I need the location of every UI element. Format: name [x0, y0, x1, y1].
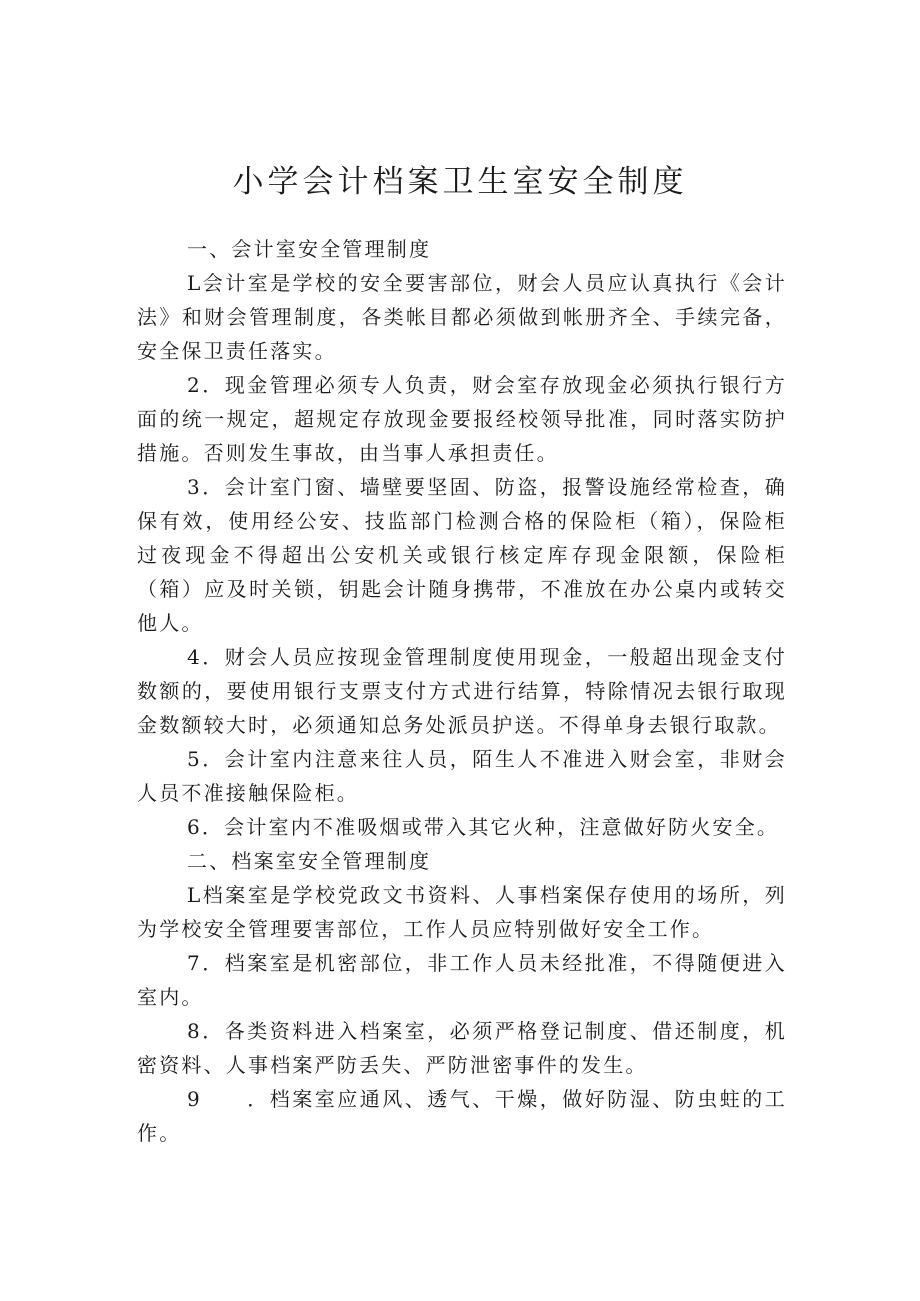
paragraph: 9 ．档案室应通风、透气、干燥，做好防湿、防虫蛀的工作。 — [137, 1087, 787, 1145]
paragraph: L档案室是学校党政文书资料、人事档案保存使用的场所，列为学校安全管理要害部位，工作人员应特别做好安全工作。 — [137, 883, 787, 941]
paragraph: 8．各类资料进入档案室，必须严格登记制度、借还制度，机密资料、人事档案严防丢失、严防泄密事件的发生。 — [137, 1019, 787, 1077]
paragraph: L会计室是学校的安全要害部位，财会人员应认真执行《会计法》和财会管理制度，各类帐目都必须做到帐册齐全、手续完备，安全保卫责任落实。 — [137, 271, 787, 363]
paragraph: 3．会计室门窗、墙壁要坚固、防盗，报警设施经常检查，确保有效，使用经公安、技监部门检测合格的保险柜（箱），保险柜过夜现金不得超出公安机关或银行核定库存现金限额，保险柜（箱）应及时关锁，钥匙会计随身携带，不准放在办公桌内或转交他人。 — [137, 475, 787, 635]
section-heading-archives: 二、档案室安全管理制度 — [187, 849, 432, 873]
section-heading-accounting: 一、会计室安全管理制度 — [187, 237, 432, 261]
paragraph: 7．档案室是机密部位，非工作人员未经批准，不得随便进入室内。 — [137, 951, 787, 1009]
paragraph: 6．会计室内不准吸烟或带入其它火种，注意做好防火安全。 — [187, 815, 780, 839]
document-title: 小学会计档案卫生室安全制度 — [232, 164, 688, 200]
paragraph: 4．财会人员应按现金管理制度使用现金，一般超出现金支付数额的，要使用银行支票支付方式进行结算，特除情况去银行取现金数额较大时，必须通知总务处派员护送。不得单身去银行取款。 — [137, 645, 787, 737]
paragraph: 5．会计室内注意来往人员，陌生人不准进入财会室，非财会人员不准接触保险柜。 — [137, 747, 787, 805]
document-body — [137, 232, 787, 1150]
paragraph: 2．现金管理必须专人负责，财会室存放现金必须执行银行方面的统一规定，超规定存放现金要报经校领导批准，同时落实防护措施。否则发生事故，由当事人承担责任。 — [137, 373, 787, 465]
